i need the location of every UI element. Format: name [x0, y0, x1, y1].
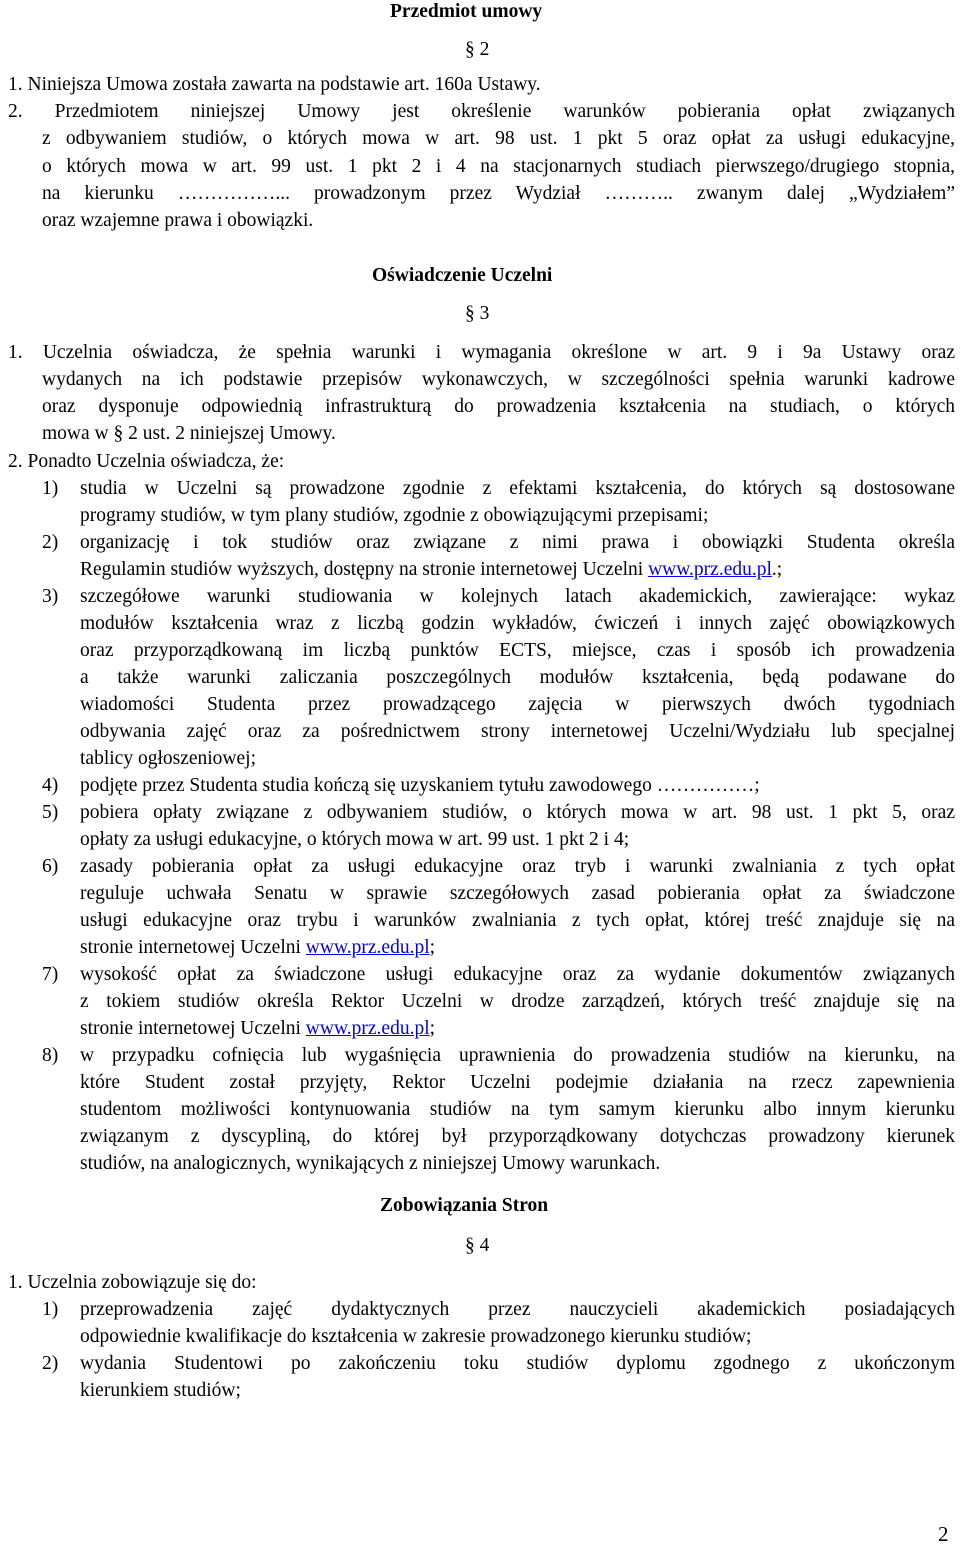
section-mark-4: § 4 — [465, 1235, 490, 1256]
list-item-line: z tokiem studiów określa Rektor Uczelni w drodze zarządzeń, których treść znajduje się na — [80, 991, 955, 1012]
prz-website-link[interactable]: www.prz.edu.pl — [305, 1018, 430, 1039]
list-item-line — [80, 558, 782, 582]
heading-oswiadczenie-uczelni: Oświadczenie Uczelni — [372, 265, 553, 286]
list-item-line: opłaty za usługi edukacyjne, o których mowa w art. 99 ust. 1 pkt 2 i 4; — [80, 829, 630, 850]
sec2-p2-line: 2. Przedmiotem niniejszej Umowy jest określenie warunków pobierania opłat związanych — [8, 101, 955, 122]
sec3-p1-line: wydanych na ich podstawie przepisów wykonawczych, w szczególności spełnia warunki kadrowe — [42, 369, 955, 390]
list-item-text: stronie internetowej Uczelni — [80, 1018, 306, 1039]
list-item-line: a także warunki zaliczania poszczególnych modułów kształcenia, będą podawane do — [80, 667, 955, 688]
list-number: 5) — [42, 802, 59, 823]
list-item-line: pobiera opłaty związane z odbywaniem studiów, o których mowa w art. 98 ust. 1 pkt 5, oraz — [80, 802, 955, 823]
list-item-line: wiadomości Studenta przez prowadzącego zajęcia w pierwszych dwóch tygodniach — [80, 694, 955, 715]
section-mark-3: § 3 — [465, 303, 490, 324]
prz-website-link[interactable]: www.prz.edu.pl — [648, 559, 772, 580]
list-item-line: modułów kształcenia wraz z liczbą godzin wykładów, ćwiczeń i innych zajęć obowiązkowych — [80, 613, 955, 634]
list-number: 1) — [42, 1299, 59, 1320]
heading-zobowiazania-stron: Zobowiązania Stron — [380, 1195, 549, 1216]
list-item-line: oraz przyporządkowaną im liczbą punktów ECTS, miejsce, czas i sposób ich prowadzenia — [80, 640, 955, 661]
list-number: 8) — [42, 1045, 59, 1066]
sec3-p2-intro: 2. Ponadto Uczelnia oświadcza, że: — [8, 451, 285, 472]
list-item-line: usługi edukacyjne oraz trybu i warunków zwalniania z tych opłat, której treść znajduje się na — [80, 910, 955, 931]
list-number: 1) — [42, 478, 59, 499]
list-item-line: programy studiów, w tym plany studiów, zgodnie z obowiązującymi przepisami; — [80, 505, 709, 526]
list-item-line: wydania Studentowi po zakończeniu toku studiów dyplomu zgodnego z ukończonym — [80, 1353, 955, 1374]
list-item-line: w przypadku cofnięcia lub wygaśnięcia uprawnienia do prowadzenia studiów na kierunku, na — [80, 1045, 955, 1066]
sec2-p2-line: na kierunku ……………... prowadzonym przez Wydział ……….. zwanym dalej „Wydziałem” — [42, 183, 955, 204]
list-item-line: odbywania zajęć oraz za pośrednictwem strony internetowej Uczelni/Wydziału lub specjalnej — [80, 721, 955, 742]
list-item-line: odpowiednie kwalifikacje do kształcenia w zakresie prowadzonego kierunku studiów; — [80, 1326, 752, 1347]
sec2-paragraph-1: 1. Niniejsza Umowa została zawarta na podstawie art. 160a Ustawy. — [8, 74, 541, 95]
sec3-p1-line: mowa w § 2 ust. 2 niniejszej Umowy. — [42, 423, 336, 444]
list-item-text: .; — [771, 559, 783, 580]
list-item-line: organizację i tok studiów oraz związane z nimi prawa i obowiązki Studenta określa — [80, 532, 955, 553]
list-item-line: szczegółowe warunki studiowania w kolejnych latach akademickich, zawierające: wykaz — [80, 586, 955, 607]
list-item-line: tablicy ogłoszeniowej; — [80, 748, 256, 769]
list-item-line: studiów, na analogicznych, wynikających z niniejszej Umowy warunkach. — [80, 1153, 661, 1174]
list-item-line: podjęte przez Studenta studia kończą się uzyskaniem tytułu zawodowego ……………; — [80, 775, 760, 796]
list-number: 3) — [42, 586, 59, 607]
list-number: 7) — [42, 964, 59, 985]
list-number: 6) — [42, 856, 59, 877]
list-number: 2) — [42, 1353, 59, 1374]
sec3-p1-line: oraz dysponuje odpowiednią infrastrukturą do prowadzenia kształcenia na studiach, o których — [42, 396, 955, 417]
list-item-line — [80, 936, 435, 960]
list-item-line: wysokość opłat za świadczone usługi edukacyjne oraz za wydanie dokumentów związanych — [80, 964, 955, 985]
list-item-line: kierunkiem studiów; — [80, 1380, 241, 1401]
sec2-p2-line: z odbywaniem studiów, o których mowa w art. 98 ust. 1 pkt 5 oraz opłat za usługi edukacyjne, — [42, 128, 955, 149]
list-item-line: reguluje uchwała Senatu w sprawie szczegółowych zasad pobierania opłat za świadczone — [80, 883, 955, 904]
list-item-text: ; — [429, 1018, 436, 1039]
list-item-text: Regulamin studiów wyższych, dostępny na stronie internetowej Uczelni — [80, 559, 649, 580]
section-mark-2: § 2 — [465, 39, 490, 60]
list-number: 2) — [42, 532, 59, 553]
list-item-line: które Student został przyjęty, Rektor Uczelni podejmie działania na rzecz zapewnienia — [80, 1072, 955, 1093]
heading-przedmiot-umowy: Przedmiot umowy — [390, 1, 543, 22]
list-item-line: studentom możliwości kontynuowania studiów na tym samym kierunku albo innym kierunku — [80, 1099, 955, 1120]
prz-website-link[interactable]: www.prz.edu.pl — [305, 937, 430, 958]
sec3-p1-line: 1. Uczelnia oświadcza, że spełnia warunki i wymagania określone w art. 9 i 9a Ustawy oraz — [8, 342, 955, 363]
list-item-line — [80, 1017, 435, 1041]
list-number: 4) — [42, 775, 59, 796]
list-item-line: zasady pobierania opłat za usługi edukacyjne oraz tryb i warunki zwalniania z tych opłat — [80, 856, 955, 877]
list-item-line: studia w Uczelni są prowadzone zgodnie z efektami kształcenia, do których są dostosowane — [80, 478, 955, 499]
page-number: 2 — [938, 1522, 949, 1546]
sec2-p2-line: oraz wzajemne prawa i obowiązki. — [42, 210, 314, 231]
list-item-text: ; — [429, 937, 436, 958]
sec2-p2-line: o których mowa w art. 99 ust. 1 pkt 2 i 4 na stacjonarnych studiach pierwszego/drugiego stopnia, — [42, 156, 955, 177]
list-item-text: stronie internetowej Uczelni — [80, 937, 306, 958]
list-item-line: związanym z dyscypliną, do której był przyporządkowany dotychczas prowadzony kierunek — [80, 1126, 955, 1147]
list-item-line: przeprowadzenia zajęć dydaktycznych przez nauczycieli akademickich posiadających — [80, 1299, 955, 1320]
sec4-p1-intro: 1. Uczelnia zobowiązuje się do: — [8, 1272, 257, 1293]
